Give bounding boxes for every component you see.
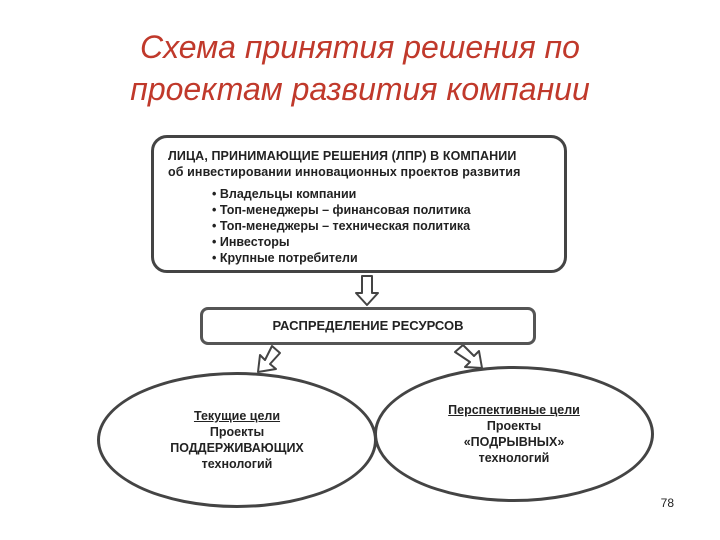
list-item: • Топ-менеджеры – финансовая политика [212,202,552,218]
arrow-down-left-icon [258,346,280,372]
perspective-goals-line-4: технологий [478,451,550,465]
decision-makers-heading-2: об инвестировании инновационных проектов развития [168,165,521,179]
perspective-goals-title: Перспективные цели [448,403,580,417]
current-goals-ellipse [97,372,377,508]
perspective-goals-ellipse [374,366,654,502]
resource-allocation-box [200,307,536,345]
decision-makers-heading-1: ЛИЦА, ПРИНИМАЮЩИЕ РЕШЕНИЯ (ЛПР) В КОМПАНИИ [168,149,517,163]
slide-title-line-2: проектам развития компании [130,71,590,107]
slide-title-line-1: Схема принятия решения по [140,29,580,65]
perspective-goals-line-3: «ПОДРЫВНЫХ» [463,435,565,449]
current-goals-line-3: ПОДДЕРЖИВАЮЩИХ [170,441,304,455]
current-goals-line-2: Проекты [209,425,265,439]
list-item: • Инвесторы [212,234,552,250]
arrow-down-right-icon [455,345,482,368]
current-goals-title: Текущие цели [193,409,281,423]
list-item: • Крупные потребители [212,250,552,266]
resource-allocation-label: РАСПРЕДЕЛЕНИЕ РЕСУРСОВ [272,318,464,333]
list-item: • Топ-менеджеры – техническая политика [212,218,552,234]
current-goals-line-4: технологий [201,457,273,471]
perspective-goals-line-2: Проекты [486,419,542,433]
list-item: • Владельцы компании [212,186,552,202]
page-number: 78 [660,496,674,510]
arrow-down-icon [356,276,378,305]
